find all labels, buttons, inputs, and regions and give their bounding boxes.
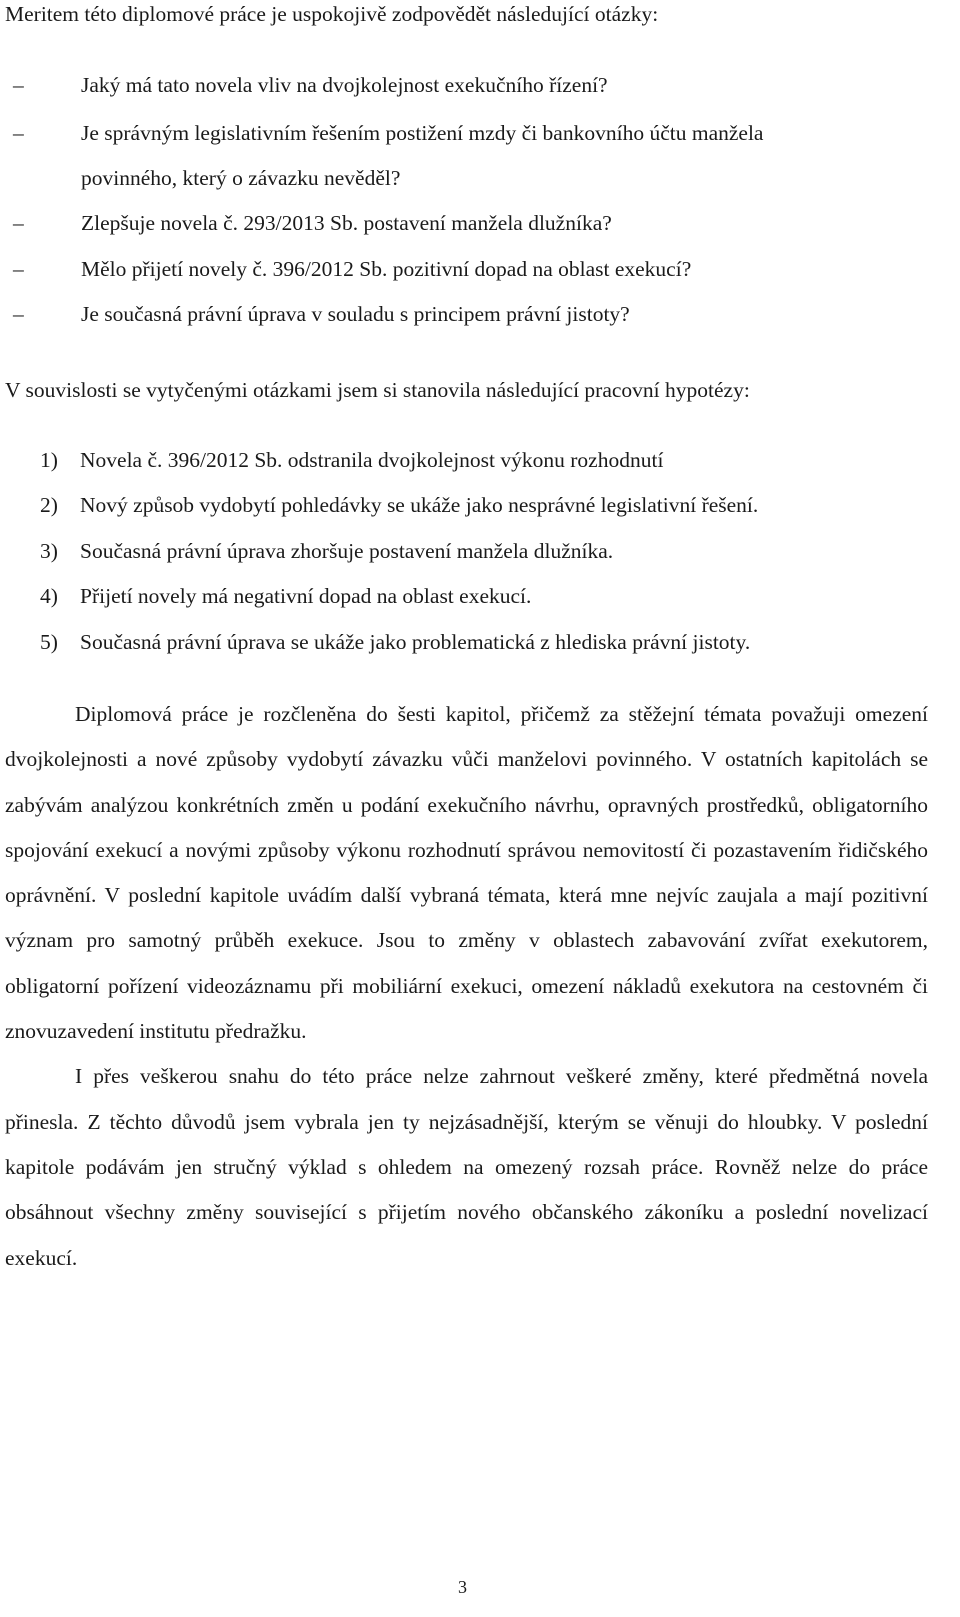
hypothesis-text: Novela č. 396/2012 Sb. odstranila dvojkolejnost výkonu rozhodnutí: [80, 448, 664, 472]
hypothesis-number: 5): [40, 630, 58, 654]
dash-bullet: –: [13, 257, 24, 281]
question-text: Zlepšuje novela č. 293/2013 Sb. postavení manžela dlužníka?: [81, 211, 612, 235]
question-text: Mělo přijetí novely č. 396/2012 Sb. pozitivní dopad na oblast exekucí?: [81, 257, 692, 281]
hypothesis-number: 3): [40, 539, 58, 563]
dash-bullet: –: [13, 73, 24, 97]
hypotheses-intro: V souvislosti se vytyčenými otázkami jsem si stanovila následující pracovní hypotézy:: [5, 378, 750, 402]
page-number: 3: [458, 1577, 467, 1597]
question-text: povinného, který o závazku nevěděl?: [81, 166, 401, 190]
hypothesis-number: 2): [40, 493, 58, 517]
hypothesis-text: Nový způsob vydobytí pohledávky se ukáže jako nesprávné legislativní řešení.: [80, 493, 759, 517]
body-paragraphs: [5, 692, 928, 1281]
hypothesis-text: Současná právní úprava zhoršuje postavení manžela dlužníka.: [80, 539, 614, 563]
intro-text: Meritem této diplomové práce je uspokojivě zodpovědět následující otázky:: [5, 2, 659, 26]
hypothesis-number: 1): [40, 448, 58, 472]
dash-bullet: –: [13, 302, 24, 326]
paragraph: I přes veškerou snahu do této práce nelze zahrnout veškeré změny, které předmětná novela přinesla. Z těchto důvodů jsem vybrala jen ty nejzásadnější, kterým se věnuji do hloubky. V poslední kapitole podávám jen stručný výklad s ohledem na omezený rozsah práce. Rovněž nelze do práce obsáhnout všechny změny související s přijetím nového občanského zákoníku a poslední novelizací exekucí.: [5, 1064, 928, 1270]
dash-bullet: –: [13, 121, 24, 145]
dash-bullet: –: [13, 211, 24, 235]
hypothesis-text: Současná právní úprava se ukáže jako problematická z hlediska právní jistoty.: [80, 630, 751, 654]
question-text: Je současná právní úprava v souladu s principem právní jistoty?: [81, 302, 630, 326]
question-text: Je správným legislativním řešením postižení mzdy či bankovního účtu manžela: [81, 121, 764, 145]
paragraph: Diplomová práce je rozčleněna do šesti kapitol, přičemž za stěžejní témata považuji omezení dvojkolejnosti a nové způsoby vydobytí závazku vůči manželovi povinného. V ostatních kapitolách se zabývám analýzou konkrétních změn u podání exekučního návrhu, opravných prostředků, obligatorního spojování exekucí a novými způsoby výkonu rozhodnutí správou nemovitostí či pozastavením řidičského oprávnění. V poslední kapitole uvádím další vybraná témata, která mne nejvíc zaujala a mají pozitivní význam pro samotný průběh exekuce. Jsou to změny v oblastech zabavování zvířat exekutorem, obligatorní pořízení videozáznamu při mobiliární exekuci, omezení nákladů exekutora na cestovném či znovuzavedení institutu předražku.: [5, 702, 928, 1044]
hypothesis-number: 4): [40, 584, 58, 608]
question-text: Jaký má tato novela vliv na dvojkolejnost exekučního řízení?: [81, 73, 608, 97]
hypothesis-text: Přijetí novely má negativní dopad na oblast exekucí.: [80, 584, 532, 608]
